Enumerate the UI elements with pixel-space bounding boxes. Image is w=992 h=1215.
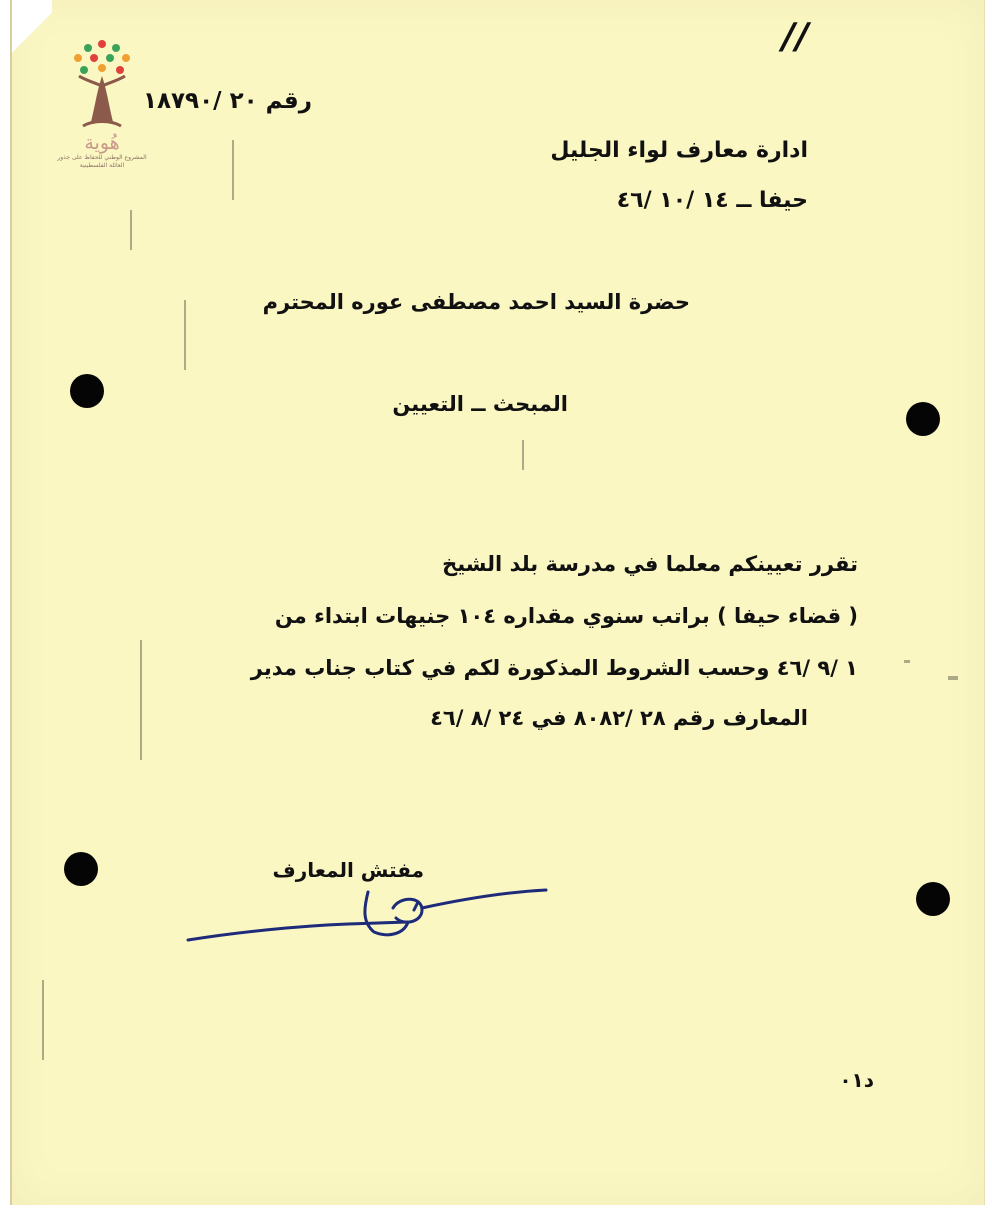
footer-code: د٠١ [839,1068,874,1092]
department-name: ادارة معارف لواء الجليل [550,138,808,163]
subject-line: المبحث ــ التعيين [392,392,568,416]
body-line: ١ /٩ /٤٦ وحسب الشروط المذكورة لكم في كتاب جناب مدير [250,656,858,680]
hawiya-logo [54,36,150,170]
document-page [10,0,985,1205]
punch-hole [906,402,940,436]
scan-speck [140,640,142,760]
place-date: حيفا ــ ١٤ /١٠ /٤٦ [616,188,808,213]
punch-hole [70,374,104,408]
reference-number: رقم ٢٠ /١٨٧٩٠ [142,88,312,114]
scan-speck [522,440,524,470]
scan-speck [130,210,132,250]
punch-hole [916,882,950,916]
scan-speck [904,660,910,663]
family-tree-icon [67,36,137,132]
signer-title: مفتش المعارف [272,858,424,882]
scan-speck [232,140,234,200]
logo-wordmark: هُوية [84,132,120,154]
scan-speck [42,980,44,1060]
body-line: المعارف رقم ٢٨ /٨٠٨٢ في ٢٤ /٨ /٤٦ [430,706,808,730]
body-line: ( قضاء حيفا ) براتب سنوي مقداره ١٠٤ جنيهات ابتداء من [274,604,858,628]
scan-speck [948,676,958,680]
punch-hole [64,852,98,886]
scan-speck [184,300,186,370]
handwritten-signature [178,878,558,948]
addressee: حضرة السيد احمد مصطفى عوره المحترم [262,290,690,314]
logo-tagline: المشروع الوطني للحفاظ على جذور العائلة الفلسطينية [57,154,147,169]
corner-mark: // [782,16,810,57]
body-line: تقرر تعيينكم معلما في مدرسة بلد الشيخ [442,552,858,576]
